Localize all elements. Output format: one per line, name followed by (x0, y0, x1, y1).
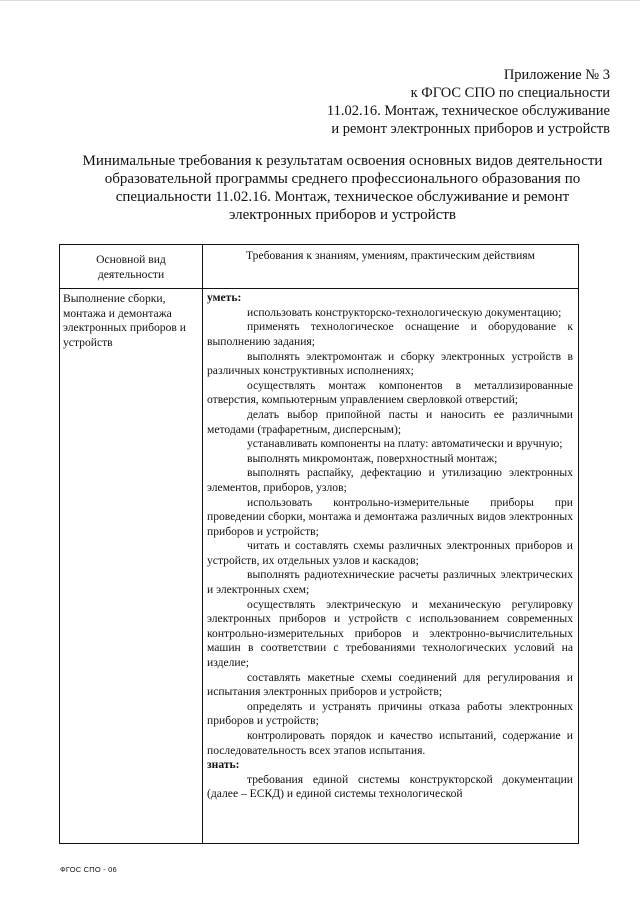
skill-item: использовать конструкторско-технологическую документацию; (247, 305, 562, 319)
appendix-line: к ФГОС СПО по специальности (410, 85, 610, 101)
skill-item: делать выбор припойной пасты и наносить ее различными методами (трафаретным, дисперсным); (207, 407, 573, 436)
skill-item: осуществлять монтаж компонентов в металлизированные отверстия, компьютерным управлением сверловкой отверстий; (207, 378, 573, 407)
table-row (60, 289, 579, 844)
skill-item: определять и устранять причины отказа работы электронных приборов и устройств; (207, 699, 573, 728)
skill-item: выполнять микромонтаж, поверхностный монтаж; (247, 451, 498, 465)
skill-item: выполнять распайку, дефектацию и утилизацию электронных элементов, приборов, узлов; (207, 466, 573, 494)
skill-item: читать и составлять схемы различных электронных приборов и устройств, их отдельных узлов и каскадов; (207, 539, 573, 567)
skills-label: уметь: (207, 291, 242, 305)
skill-item: выполнять электромонтаж и сборку электронных устройств в различных конструктивных исполнениях; (207, 349, 573, 378)
appendix-header (327, 66, 610, 138)
appendix-line: Приложение № 3 (503, 67, 610, 83)
appendix-line: 11.02.16. Монтаж, техническое обслуживание (326, 103, 610, 119)
knowledge-item: требования единой системы конструкторской документации (далее – ЕСКД) и единой системы технологической (207, 772, 573, 801)
title-line: образовательной программы среднего профессионального образования по (104, 171, 581, 187)
footer-code: ФГОС СПО - 06 (60, 865, 117, 874)
table-header-row (60, 245, 579, 289)
knowledge-label: знать: (207, 758, 240, 772)
skill-item: использовать контрольно-измерительные приборы при проведении сборки, монтажа и демонтажа различных видов электронных приборов и устройств; (207, 495, 573, 538)
title-line: Минимальные требования к результатам освоения основных видов деятельности (82, 153, 603, 169)
title-line: электронных приборов и устройств (228, 207, 457, 223)
activity-cell: Выполнение сборки, монтажа и демонтажа электронных приборов и устройств (60, 289, 203, 844)
skill-item: выполнять радиотехнические расчеты различных электрических и электронных схем; (207, 568, 573, 597)
title-line: специальности 11.02.16. Монтаж, техническое обслуживание и ремонт (115, 189, 570, 205)
skill-item: контролировать порядок и качество испытаний, содержание и последовательность всех этапов испытания. (207, 729, 573, 757)
requirements-cell (203, 289, 579, 844)
header-activity: Основной вид деятельности (60, 245, 203, 289)
skill-item: составлять макетные схемы соединений для регулирования и испытания электронных приборов и устройств; (207, 670, 573, 699)
skill-item: применять технологическое оснащение и оборудование к выполнению задания; (207, 320, 573, 348)
document-title (70, 152, 615, 224)
header-requirements: Требования к знаниям, умениям, практическим действиям (203, 245, 579, 289)
page-edge-rule (0, 0, 640, 1)
requirements-table (59, 244, 579, 844)
appendix-line: и ремонт электронных приборов и устройств (331, 121, 610, 137)
skill-item: осуществлять электрическую и механическую регулировку электронных приборов и устройств с использованием современных контрольно-измерительных приборов и электронно-вычислительных машин в соответствии с требованиями технологических условий на изделие; (207, 597, 573, 670)
skill-item: устанавливать компоненты на плату: автоматически и вручную; (247, 437, 563, 451)
